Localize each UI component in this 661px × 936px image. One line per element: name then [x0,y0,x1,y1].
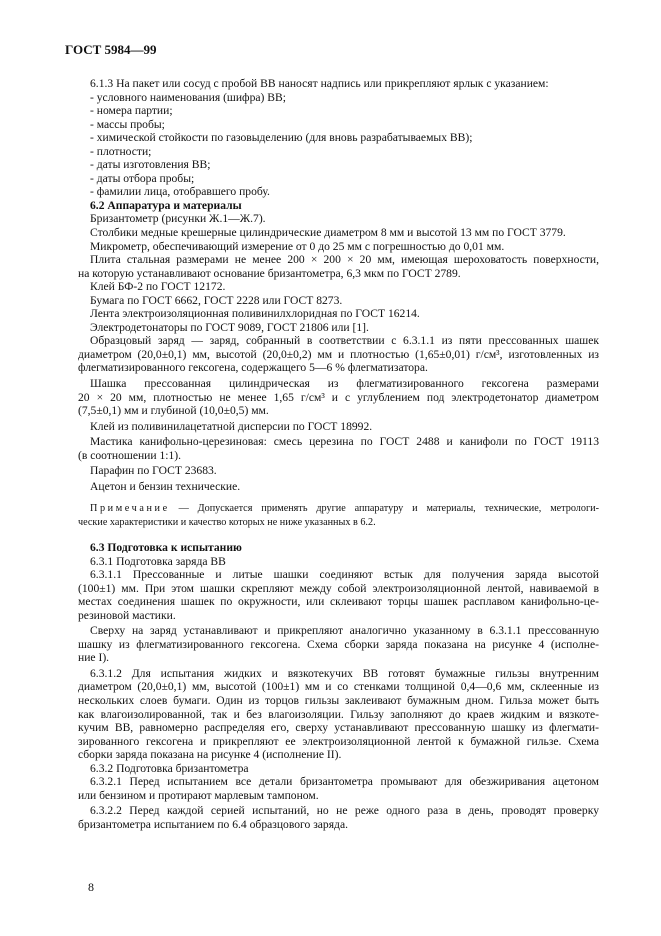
paragraph [78,775,599,802]
paragraph [78,321,599,335]
text-line: шашку из флегматизированного гексогена. Схема сборки заряда показана на рисунке 4 (исполне- [78,637,599,651]
text-line: Мастика канифольно-церезиновая: смесь церезина по ГОСТ 2488 и канифоли по ГОСТ 19113 [90,435,599,449]
paragraph [78,104,599,118]
paragraph [78,145,599,159]
paragraph [78,118,599,132]
paragraph [78,172,599,186]
text-line: Ацетон и бензин технические. [90,479,241,493]
paragraph [78,91,599,105]
text-line: Столбики медные крешерные цилиндрические диаметром 8 мм и высотой 13 мм по ГОСТ 3779. [90,226,566,240]
text-line: Шашка прессованная цилиндрическая из флегматизированного гексогена размерами [90,377,599,391]
text-line: Парафин по ГОСТ 23683. [90,464,217,478]
text-line: - плотности; [90,144,152,158]
text-line: 6.3.1 Подготовка заряда ВВ [90,554,226,568]
paragraph [78,435,599,462]
text-line: 6.3.2.1 Перед испытанием все детали бризантометра промывают для обезжиривания ацетоном [90,775,599,789]
paragraph [78,307,599,321]
text-line: - даты изготовления ВВ; [90,158,211,172]
paragraph [78,624,599,665]
paragraph [78,377,599,418]
paragraph [78,294,599,308]
text-line: Бумага по ГОСТ 6662, ГОСТ 2228 или ГОСТ 8273. [90,293,343,307]
note-paragraph [78,502,599,529]
paragraph [78,334,599,375]
paragraph [78,226,599,240]
paragraph [78,240,599,254]
text-line: ние I). [78,651,110,665]
paragraph [78,480,599,494]
paragraph [78,212,599,226]
text-line: флегматизированного гексогена, содержащего 5—6 % флегматизатора. [78,361,428,375]
text-line: (в соотношении 1:1). [78,448,182,462]
text-line: - номера партии; [90,104,173,118]
text-line: 6.2 Аппаратура и материалы [90,198,242,212]
note-label: Примечание [90,503,170,515]
text-line: диаметром (20,0±0,1) мм, высотой (100±1) мм и со стенками толщиной 0,4—0,6 мм, склеенные из [78,680,599,694]
text-line: 6.3.2.2 Перед каждой серией испытаний, но не реже одного раза в день, проводят проверку [90,804,599,818]
text-line: 20 × 20 мм, плотностью не менее 1,65 г/см³ и с углублением под электродетонатор диаметром [78,390,599,404]
text-line: - химической стойкости по газовыделению (для вновь разрабатываемых ВВ); [90,131,473,145]
text-line: - массы пробы; [90,117,165,131]
text-line: местах соединения шашек по окружности, или склеивают торцы шашек расплавом канифольно-це- [78,595,599,609]
note-text: — Допускается применять другие аппаратуру и материалы, технические, метрологи- [169,503,599,515]
text-line: - фамилии лица, отобравшего пробу. [90,185,270,199]
text-line: (100±1) мм. При этом шашки скрепляют между собой электроизоляционной лентой, навиваемой в [78,581,599,595]
text-line: сборки заряда показана на рисунке 4 (исполнение II). [78,748,342,762]
text-line [78,502,599,516]
paragraph [78,464,599,478]
paragraph [78,253,599,280]
text-line: на которую устанавливают основание бризантометра, 6,3 мкм по ГОСТ 2789. [78,266,461,280]
text-line: Электродетонаторы по ГОСТ 9089, ГОСТ 21806 или [1]. [90,320,369,334]
text-line: кучим ВВ, равномерно распределяя его, сверху устанавливают прессованную шашку из флегмати- [78,721,599,735]
text-line: бризантометра испытанием по 6.4 образцового заряда. [78,817,349,831]
paragraph [78,131,599,145]
text-line: 6.3.2 Подготовка бризантометра [90,761,249,775]
paragraph [78,804,599,831]
text-line: 6.3.1.2 Для испытания жидких и вязкотекучих ВВ готовят бумажные гильзы внутренним [90,666,599,680]
text-line: резиновой мастики. [78,608,176,622]
section-heading [78,541,599,555]
text-line: Плита стальная размерами не менее 200 × 200 × 20 мм, имеющая шероховатость поверхности, [90,253,599,267]
document-header: ГОСТ 5984—99 [65,42,157,57]
paragraph [78,762,599,776]
text-line: (7,5±0,1) мм и глубиной (10,0±0,5) мм. [78,404,269,418]
text-line: - даты отбора пробы; [90,171,195,185]
paragraph [78,420,599,434]
text-line: Клей БФ-2 по ГОСТ 12172. [90,280,226,294]
paragraph [78,280,599,294]
text-line: зированного гексогена и прикрепляют ее электроизоляционной лентой к бумажной гильзе. Схема [78,734,599,748]
paragraph [78,185,599,199]
paragraph [78,667,599,762]
paragraph [78,158,599,172]
text-line: 6.1.3 На пакет или сосуд с пробой ВВ наносят надпись или прикрепляют ярлык с указанием: [90,77,549,90]
text-line: 6.3.1.1 Прессованные и литые шашки соединяют встык для получения заряда высотой [90,568,599,582]
page-number: 8 [88,880,94,894]
text-line: Клей из поливинилацетатной дисперсии по ГОСТ 18992. [90,419,373,433]
text-line: Сверху на заряд устанавливают и прикрепляют аналогично указанному в 6.3.1.1 прессованную [90,624,599,638]
text-line: ческие характеристики и качество которых не ниже указанных в 6.2. [78,516,376,528]
text-line: Бризантометр (рисунки Ж.1—Ж.7). [90,212,266,226]
text-line: как влагоизолированной, так и без влагоизоляции. Гильзу заполняют до краев жидким и вязкоте- [78,707,599,721]
text-line: Лента электроизоляционная поливинилхлоридная по ГОСТ 16214. [90,307,420,321]
text-line: - условного наименования (шифра) ВВ; [90,90,286,104]
paragraph [78,555,599,569]
section-heading [78,199,599,213]
paragraph [78,77,599,91]
text-line: нескольких слоев бумаги. Один из торцов гильзы заклеивают бумажным дном. Гильза может быть [78,693,599,707]
text-line: или бензином и протирают марлевым тампоном. [78,788,319,802]
text-line: диаметром (20,0±0,1) мм, высотой (20,0±0,2) мм и плотностью (1,65±0,01) г/см³, изготовленных из [78,347,599,361]
document-body [78,77,599,831]
paragraph [78,568,599,622]
text-line: 6.3 Подготовка к испытанию [90,540,242,554]
text-line: Образцовый заряд — заряд, собранный в соответствии с 6.3.1.1 из пяти прессованных шашек [90,334,599,348]
text-line: Микрометр, обеспечивающий измерение от 0 до 25 мм с погрешностью до 0,01 мм. [90,239,505,253]
